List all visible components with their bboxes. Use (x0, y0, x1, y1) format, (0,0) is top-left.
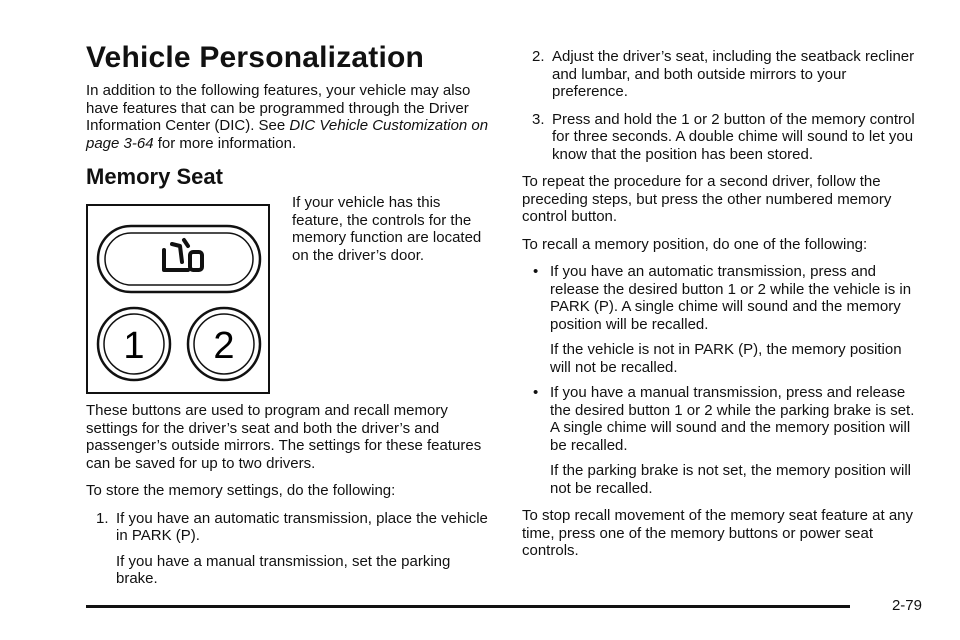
memory-button-2 (188, 308, 260, 380)
page-number: 2-79 (891, 597, 922, 614)
bullet-icon: • (533, 384, 539, 401)
intro-paragraph (86, 82, 494, 152)
stop-paragraph: To stop recall movement of the memory seat feature at any time, press one of the memory buttons or power seat controls. (522, 507, 914, 559)
step-text: If you have an automatic transmission, place the vehicle in PARK (P). (116, 509, 488, 544)
right-column (522, 48, 922, 570)
memory-button-1 (98, 308, 170, 380)
section-title: Memory Seat (86, 164, 223, 189)
recall-options (522, 263, 922, 497)
step-item (522, 48, 922, 101)
bullet-text: If you have an automatic transmission, press and release the desired button 1 or 2 while the vehicle is in PARK (P). A single chime will sound and the memory position will be recalled. (550, 263, 912, 333)
step-item (522, 111, 922, 164)
bullet-subtext: If the parking brake is not set, the memory position will not be recalled. (550, 462, 911, 497)
memory-buttons-illustration (86, 204, 270, 394)
memory-button-2-label: 2 (213, 325, 235, 367)
step-number: 2. (532, 48, 545, 65)
bullet-icon: • (533, 263, 539, 280)
cross-reference-link[interactable]: DIC Vehicle Customization on page 3-64 (86, 117, 489, 152)
intro-tail: for more information. (153, 134, 297, 152)
bullet-subtext: If the vehicle is not in PARK (P), the memory position will not be recalled. (550, 341, 902, 376)
step-number: 3. (532, 110, 545, 128)
set-button (98, 226, 260, 292)
memory-button-1-label: 1 (123, 325, 145, 367)
step-number: 1. (96, 509, 109, 527)
store-intro: To store the memory settings, do the following: (86, 482, 396, 499)
step-item (86, 510, 494, 588)
step-subtext: If you have a manual transmission, set the parking brake. (116, 552, 451, 587)
bullet-text: If you have a manual transmission, press and release the desired button 1 or 2 while the parking brake is set. A single chime will sound and the memory position will be recalled. (550, 384, 915, 454)
memory-seat-figure-row (86, 194, 494, 394)
figure-caption: If your vehicle has this feature, the controls for the memory function are located on the driver’s door. (292, 194, 482, 264)
repeat-paragraph: To repeat the procedure for a second driver, follow the preceding steps, but press the other numbered memory control button. (522, 173, 892, 225)
intro-text: In addition to the following features, your vehicle may also have features that can be programmed through the Driver Information Center (DIC). See (86, 82, 471, 134)
store-steps-right (522, 48, 922, 163)
buttons-description: These buttons are used to program and recall memory settings for the driver’s seat and both the driver’s and passenger’s outside mirrors. The settings for these features can be saved for up to two drivers. (86, 402, 482, 472)
bullet-item (522, 384, 922, 497)
recall-intro: To recall a memory position, do one of the following: (522, 235, 868, 253)
store-steps-left (86, 510, 494, 588)
left-column (86, 40, 494, 598)
step-text: Press and hold the 1 or 2 button of the memory control for three seconds. A double chime will sound to let you know that the position has been stored. (552, 110, 915, 163)
bullet-item (522, 263, 922, 376)
seat-memory-icon (164, 240, 202, 270)
page-title: Vehicle Personalization (86, 41, 425, 74)
footer-rule (86, 605, 850, 608)
step-text: Adjust the driver’s seat, including the seatback recliner and lumbar, and both outside mirrors to your preference. (552, 48, 915, 100)
